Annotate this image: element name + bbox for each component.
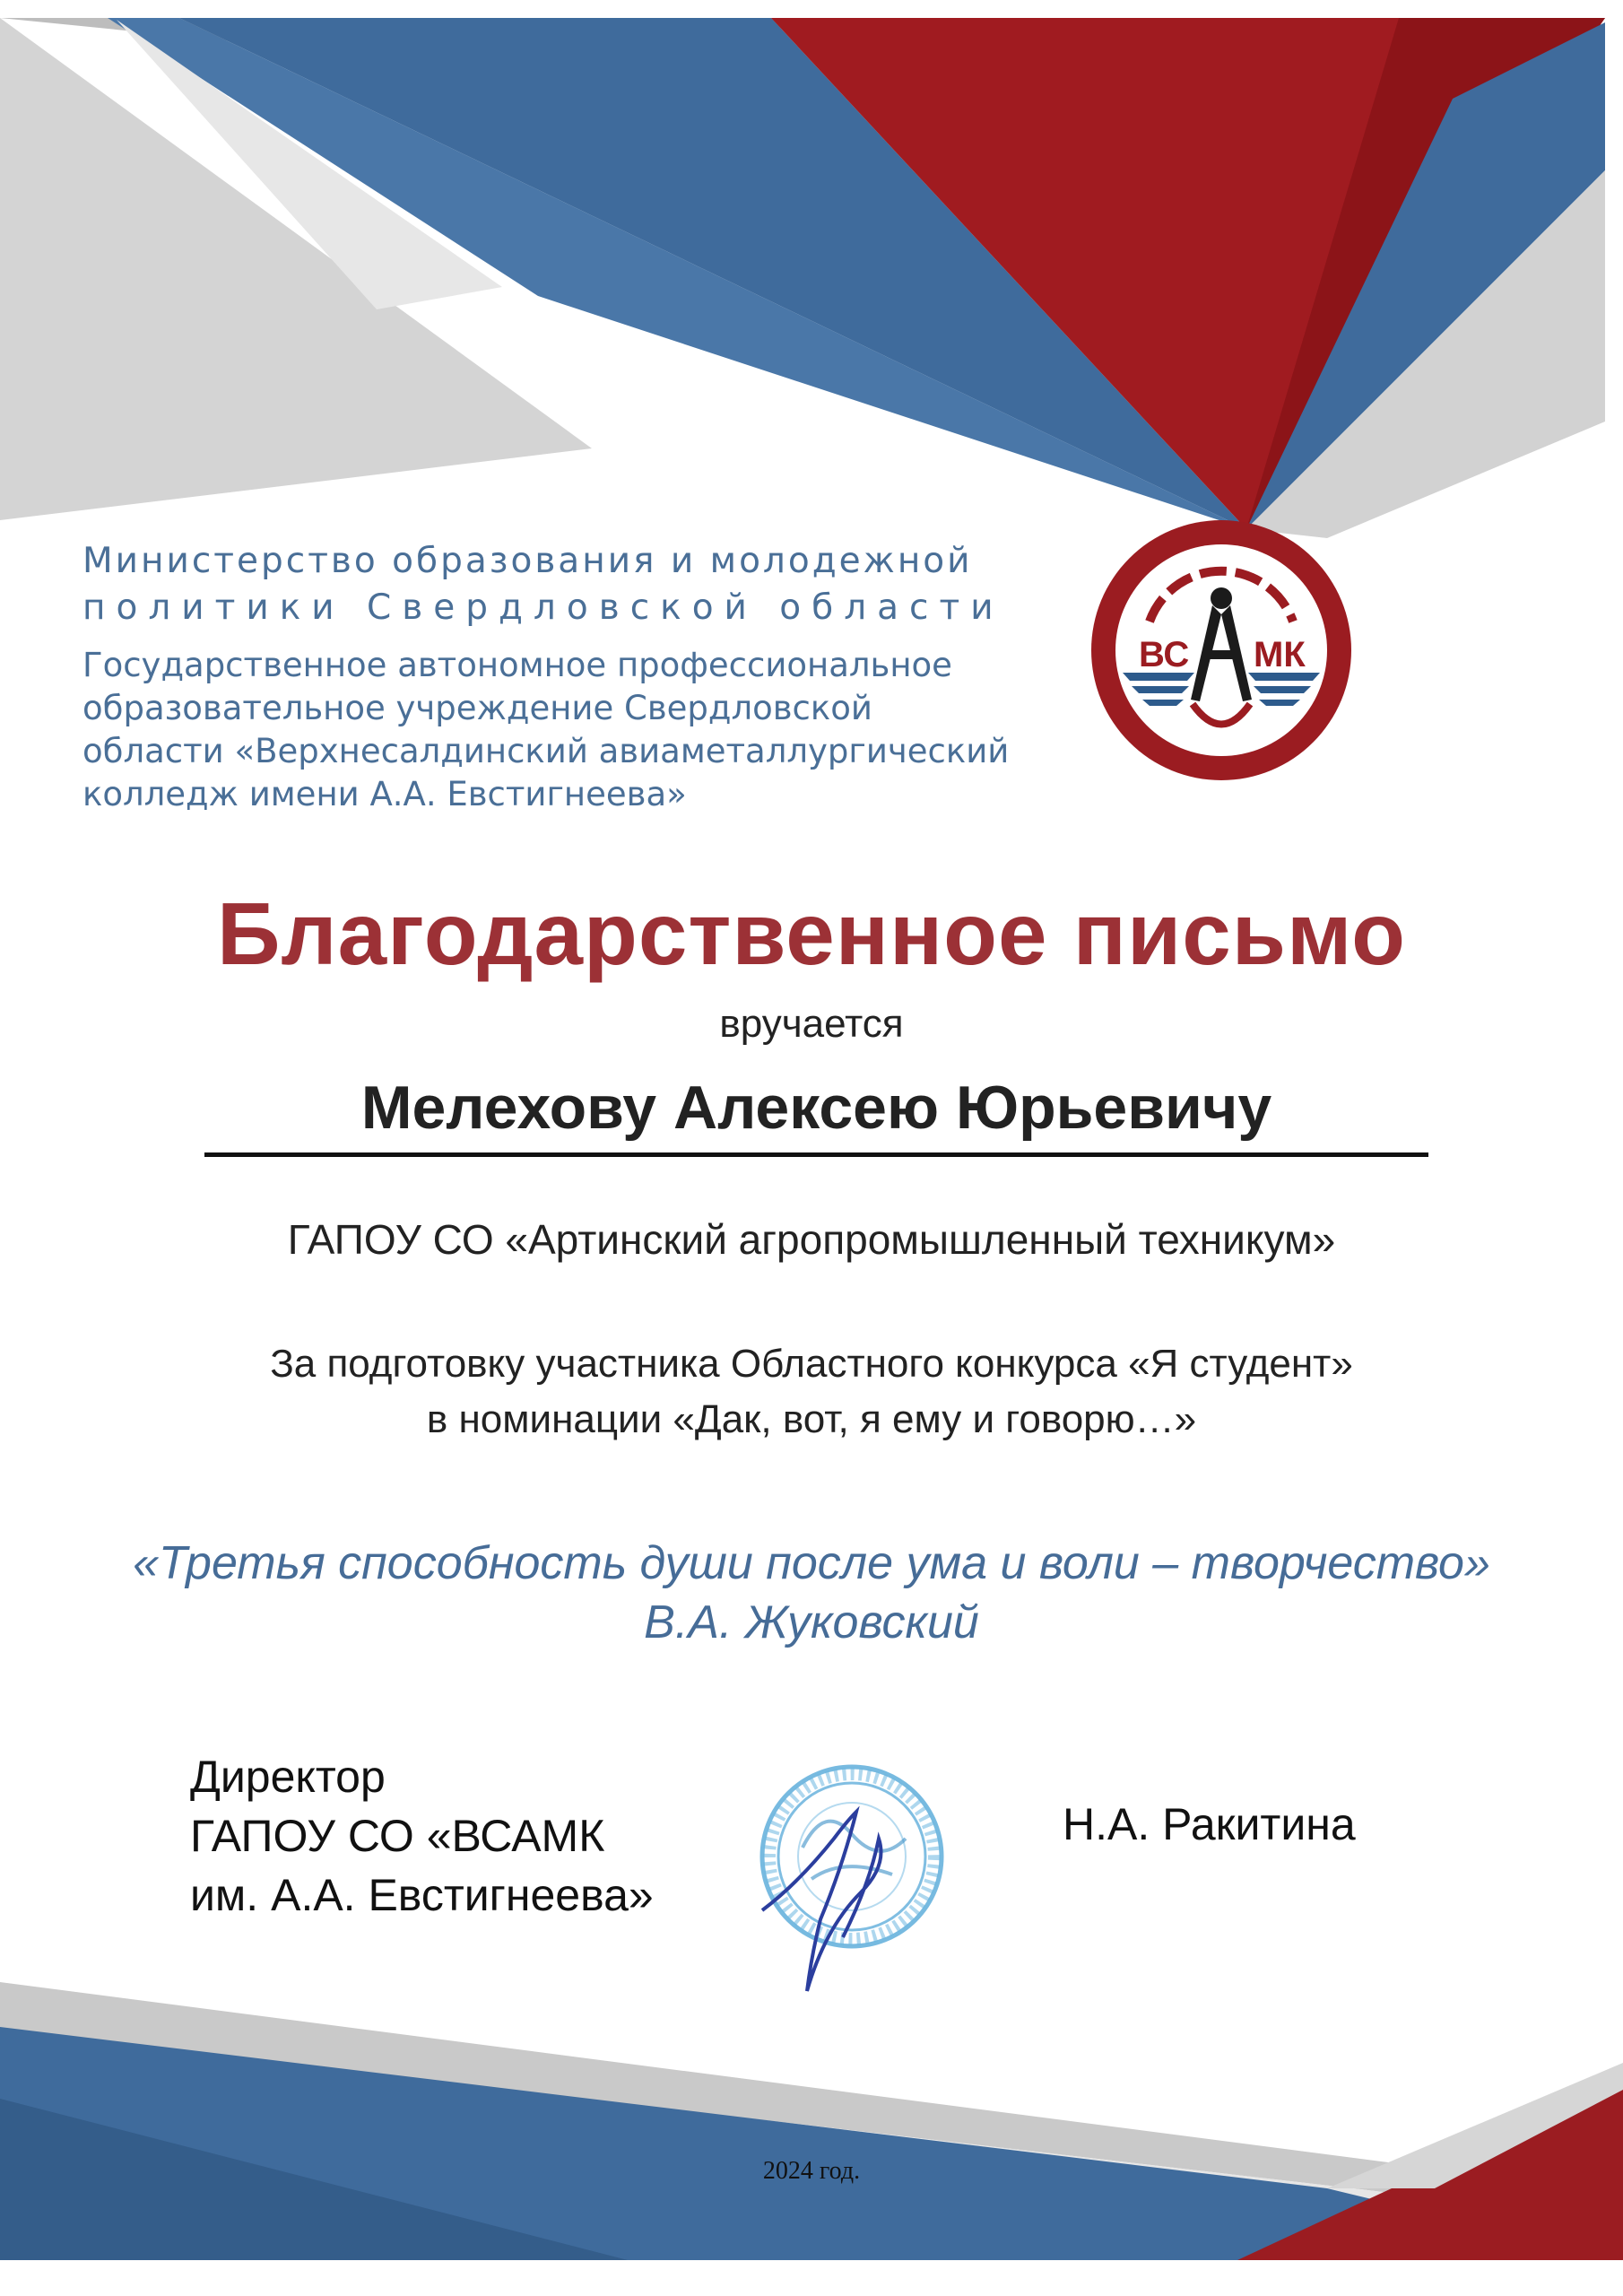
reason-line-1: За подготовку участника Областного конкурса «Я студент» — [270, 1342, 1353, 1386]
quote-author: В.А. Жуковский — [644, 1596, 979, 1648]
ministry-line-1: Министерство образования и молодежной — [82, 541, 973, 581]
director-line-1: Директор — [190, 1752, 386, 1802]
director-line-3: им. А.А. Евстигнеева» — [190, 1870, 654, 1920]
college-line-4: колледж имени А.А. Евстигнеева» — [82, 775, 687, 813]
director-line-2: ГАПОУ СО «ВСАМК — [190, 1811, 605, 1861]
organization-header — [82, 538, 1010, 816]
presented-label: вручается — [719, 1002, 904, 1046]
award-reason — [0, 1336, 1623, 1448]
college-line-3: области «Верхнесалдинский авиаметаллургический — [82, 732, 1010, 770]
director-title — [190, 1747, 764, 1925]
recipient-institution: ГАПОУ СО «Артинский агропромышленный техникум» — [287, 1216, 1336, 1263]
issue-year: 2024 год. — [762, 2157, 861, 2185]
college-line-1: Государственное автономное профессиональное — [82, 646, 952, 684]
college-line-2: образовательное учреждение Свердловской — [82, 689, 872, 727]
ministry-line-2: политики Свердловской области — [82, 587, 1004, 628]
recipient-name: Мелехову Алексею Юрьевичу — [204, 1063, 1428, 1157]
quote-block — [0, 1534, 1623, 1652]
college-logo — [1087, 516, 1356, 785]
logo-text-left: ВС — [1139, 635, 1190, 674]
quote-text: «Третья способность души после ума и воли – творчество» — [133, 1537, 1490, 1589]
ministry-name — [82, 538, 1004, 631]
signer-name: Н.А. Ракитина — [1063, 1799, 1356, 1849]
certificate-title: Благодарственное письмо — [216, 884, 1407, 983]
logo-text-right: МК — [1254, 635, 1306, 674]
official-stamp-icon — [735, 1749, 986, 2009]
college-name — [82, 644, 1010, 816]
reason-line-2: в номинации «Дак, вот, я ему и говорю…» — [426, 1397, 1197, 1441]
